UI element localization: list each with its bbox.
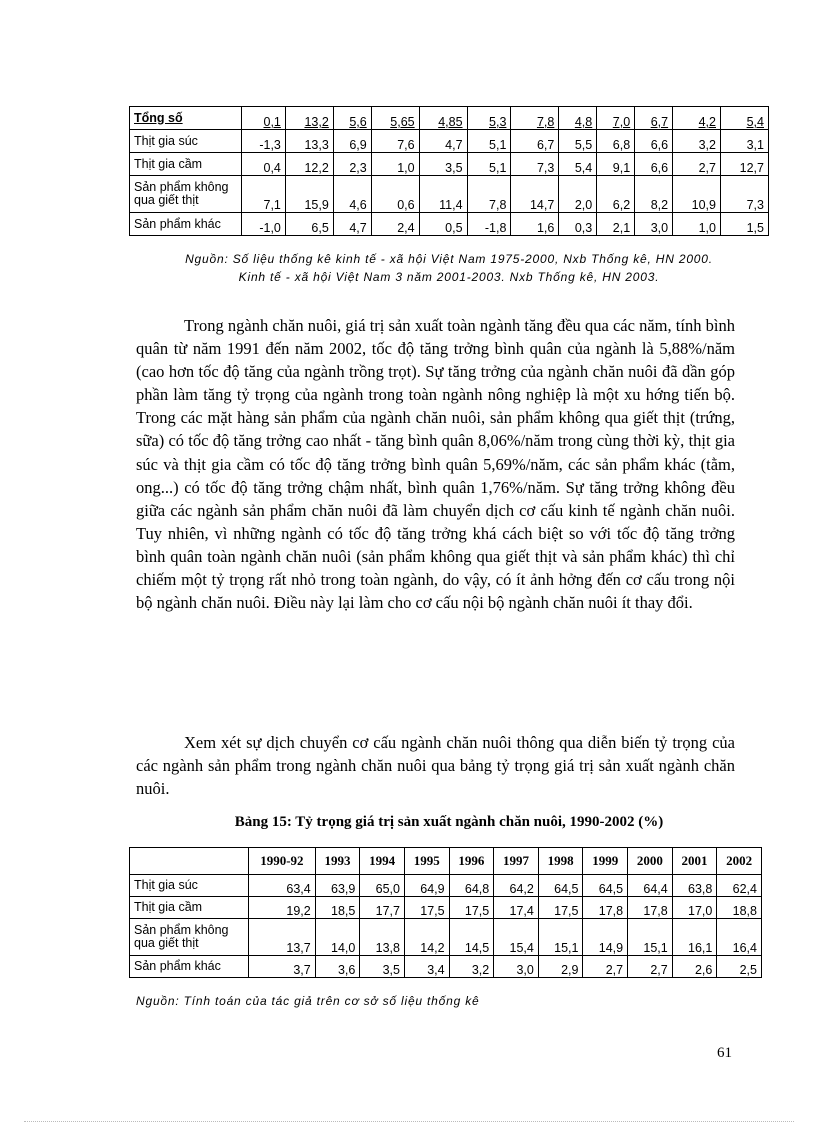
table-cell: 15,1: [538, 919, 583, 956]
column-header: 1995: [404, 848, 449, 875]
table-cell: 3,6: [315, 956, 360, 978]
table-cell: 3,1: [721, 130, 769, 153]
column-header: 1997: [494, 848, 539, 875]
table-row: [130, 919, 762, 956]
column-header: 1994: [360, 848, 405, 875]
table-cell: 18,5: [315, 897, 360, 919]
table-cell: 7,3: [721, 176, 769, 213]
row-label: Sản phẩm không qua giết thịt: [130, 176, 242, 213]
table-cell: 4,6: [333, 176, 371, 213]
table-cell: 6,7: [635, 107, 673, 130]
table-cell: 65,0: [360, 875, 405, 897]
table-row: [130, 130, 769, 153]
table-cell: 1,0: [371, 153, 419, 176]
header-cell-empty: [130, 848, 249, 875]
table-cell: 2,9: [538, 956, 583, 978]
column-header: 1996: [449, 848, 494, 875]
table-cell: 17,8: [628, 897, 673, 919]
table-cell: 4,8: [559, 107, 597, 130]
table-cell: 7,1: [242, 176, 286, 213]
table-cell: 64,4: [628, 875, 673, 897]
table-row: [130, 956, 762, 978]
table-cell: 4,7: [333, 213, 371, 236]
source-line: Nguồn: Số liệu thống kê kinh tế - xã hội Việt Nam 1975-2000, Nxb Thống kê, HN 2000.: [185, 252, 713, 266]
table-cell: 11,4: [419, 176, 467, 213]
table-cell: 3,0: [494, 956, 539, 978]
source-line: Kinh tế - xã hội Việt Nam 3 năm 2001-2003. Nxb Thống kê, HN 2003.: [238, 270, 660, 284]
table-cell: 64,5: [583, 875, 628, 897]
table-cell: 12,2: [285, 153, 333, 176]
table-cell: 10,9: [673, 176, 721, 213]
table-cell: 3,7: [249, 956, 316, 978]
table-cell: 63,8: [672, 875, 717, 897]
table-cell: 7,8: [467, 176, 511, 213]
table-cell: 62,4: [717, 875, 762, 897]
table-cell: 6,8: [597, 130, 635, 153]
table-cell: 0,6: [371, 176, 419, 213]
table-cell: 15,9: [285, 176, 333, 213]
table-cell: 6,2: [597, 176, 635, 213]
row-label: Tổng số: [130, 107, 242, 130]
column-header: 1990-92: [249, 848, 316, 875]
table-cell: 12,7: [721, 153, 769, 176]
column-header: 1999: [583, 848, 628, 875]
table-cell: 14,0: [315, 919, 360, 956]
table-cell: 0,4: [242, 153, 286, 176]
table-cell: 7,6: [371, 130, 419, 153]
table-cell: 18,8: [717, 897, 762, 919]
table-cell: 2,1: [597, 213, 635, 236]
column-header: 2002: [717, 848, 762, 875]
table-cell: -1,3: [242, 130, 286, 153]
table-cell: 14,7: [511, 176, 559, 213]
table-cell: 8,2: [635, 176, 673, 213]
table-caption: Bảng 15: Tỷ trọng giá trị sản xuất ngành chăn nuôi, 1990-2002 (%): [234, 814, 664, 830]
table-cell: 6,6: [635, 153, 673, 176]
page-edge-rule: [24, 1121, 794, 1122]
row-label: Sản phẩm khác: [130, 213, 242, 236]
table-cell: 3,5: [419, 153, 467, 176]
table-cell: 17,5: [449, 897, 494, 919]
body-paragraph: Xem xét sự dịch chuyển cơ cấu ngành chăn nuôi thông qua diễn biến tỷ trọng của các ngành sản phẩm trong ngành chăn nuôi qua bảng tỷ trọng giá trị sản xuất ngành chăn nuôi.: [136, 733, 735, 799]
table-cell: 7,0: [597, 107, 635, 130]
table-cell: 17,7: [360, 897, 405, 919]
table-cell: 64,2: [494, 875, 539, 897]
table-cell: 64,9: [404, 875, 449, 897]
table-cell: 0,1: [242, 107, 286, 130]
table-cell: -1,8: [467, 213, 511, 236]
row-label: Thịt gia súc: [130, 875, 249, 897]
row-label: Sản phẩm không qua giết thịt: [130, 919, 249, 956]
table-cell: 2,0: [559, 176, 597, 213]
table-cell: -1,0: [242, 213, 286, 236]
table-cell: 3,2: [449, 956, 494, 978]
table-cell: 1,6: [511, 213, 559, 236]
column-header: 2001: [672, 848, 717, 875]
table-cell: 17,0: [672, 897, 717, 919]
table-cell: 4,85: [419, 107, 467, 130]
row-label: Sản phẩm khác: [130, 956, 249, 978]
table-cell: 13,8: [360, 919, 405, 956]
table-cell: 2,7: [673, 153, 721, 176]
table-source-note: [129, 250, 769, 286]
table-cell: 17,8: [583, 897, 628, 919]
table-cell: 2,3: [333, 153, 371, 176]
column-header: 1993: [315, 848, 360, 875]
table-cell: 5,5: [559, 130, 597, 153]
table-row: [130, 213, 769, 236]
share-table: [129, 847, 762, 978]
table-cell: 15,4: [494, 919, 539, 956]
row-label: Thịt gia cầm: [130, 153, 242, 176]
page-number: 61: [717, 1045, 732, 1061]
table-cell: 3,4: [404, 956, 449, 978]
row-label: Thịt gia súc: [130, 130, 242, 153]
table-cell: 2,5: [717, 956, 762, 978]
table-cell: 4,7: [419, 130, 467, 153]
table-cell: 14,9: [583, 919, 628, 956]
table-row: [130, 875, 762, 897]
table-row: [130, 107, 769, 130]
table-cell: 16,1: [672, 919, 717, 956]
table-row: [130, 176, 769, 213]
table-cell: 17,5: [404, 897, 449, 919]
table-cell: 2,7: [583, 956, 628, 978]
table-cell: 13,7: [249, 919, 316, 956]
table-cell: 19,2: [249, 897, 316, 919]
table-cell: 7,3: [511, 153, 559, 176]
growth-rate-table: [129, 106, 769, 236]
table-cell: 1,0: [673, 213, 721, 236]
table-cell: 3,5: [360, 956, 405, 978]
table-row: [130, 153, 769, 176]
table-cell: 6,5: [285, 213, 333, 236]
table-cell: 5,4: [559, 153, 597, 176]
table-cell: 15,1: [628, 919, 673, 956]
table-cell: 2,7: [628, 956, 673, 978]
column-header: 1998: [538, 848, 583, 875]
table-cell: 5,3: [467, 107, 511, 130]
table-cell: 17,5: [538, 897, 583, 919]
table-cell: 5,6: [333, 107, 371, 130]
table-cell: 2,4: [371, 213, 419, 236]
table-cell: 13,2: [285, 107, 333, 130]
table-cell: 5,65: [371, 107, 419, 130]
table-cell: 5,4: [721, 107, 769, 130]
table-cell: 16,4: [717, 919, 762, 956]
table-cell: 1,5: [721, 213, 769, 236]
table-cell: 14,2: [404, 919, 449, 956]
table-cell: 14,5: [449, 919, 494, 956]
table-cell: 4,2: [673, 107, 721, 130]
table-cell: 9,1: [597, 153, 635, 176]
table-cell: 64,5: [538, 875, 583, 897]
table-cell: 6,6: [635, 130, 673, 153]
table-cell: 2,6: [672, 956, 717, 978]
table-cell: 0,3: [559, 213, 597, 236]
table-cell: 17,4: [494, 897, 539, 919]
table-cell: 5,1: [467, 130, 511, 153]
table-cell: 5,1: [467, 153, 511, 176]
table-cell: 13,3: [285, 130, 333, 153]
table-cell: 3,0: [635, 213, 673, 236]
body-paragraph: Trong ngành chăn nuôi, giá trị sản xuất toàn ngành tăng đều qua các năm, tính bình quân từ năm 1991 đến năm 2002, tốc độ tăng trởng bình quân của ngành là 5,88%/năm (cao hơn tốc độ tăng của ngành trồng trọt). Sự tăng trởng của ngành chăn nuôi đã dần góp phần làm tăng tỷ trọng của ngành trong toàn ngành nông nghiệp là một xu hớng tiến bộ. Trong các mặt hàng sản phẩm của ngành chăn nuôi, sản phẩm không qua giết thịt (trứng, sữa) có tốc độ tăng trởng cao nhất - tăng bình quân 8,06%/năm trong cùng thời kỳ, thịt gia súc và thịt gia cầm có tốc độ tăng trởng bình quân 5,69%/năm, các sản phẩm khác (tằm, ong...) có tốc độ tăng trởng chậm nhất, bình quân 1,76%/năm. Sự tăng trởng không đều giữa các ngành sản phẩm chăn nuôi đã làm chuyển dịch cơ cấu kinh tế ngành chăn nuôi. Tuy nhiên, vì những ngành có tốc độ tăng trởng khá cách biệt so với tốc độ tăng trởng bình quân toàn ngành chăn nuôi (sản phẩm không qua giết thịt và sản phẩm khác) thì chỉ chiếm một tỷ trọng rất nhỏ trong toàn ngành, do vậy, có ít ảnh hởng đến cơ cấu trong nội bộ ngành chăn nuôi. Điều này lại làm cho cơ cấu nội bộ ngành chăn nuôi ít thay đổi.: [136, 316, 735, 613]
table-cell: 3,2: [673, 130, 721, 153]
row-label: Thịt gia cầm: [130, 897, 249, 919]
table-cell: 6,7: [511, 130, 559, 153]
table-cell: 6,9: [333, 130, 371, 153]
table-cell: 63,9: [315, 875, 360, 897]
table-cell: 0,5: [419, 213, 467, 236]
table-source-note: Nguồn: Tính toán của tác giả trên cơ sở số liệu thống kê: [136, 994, 480, 1008]
table-header-row: [130, 848, 762, 875]
table-cell: 64,8: [449, 875, 494, 897]
table-cell: 63,4: [249, 875, 316, 897]
column-header: 2000: [628, 848, 673, 875]
table-row: [130, 897, 762, 919]
table-cell: 7,8: [511, 107, 559, 130]
